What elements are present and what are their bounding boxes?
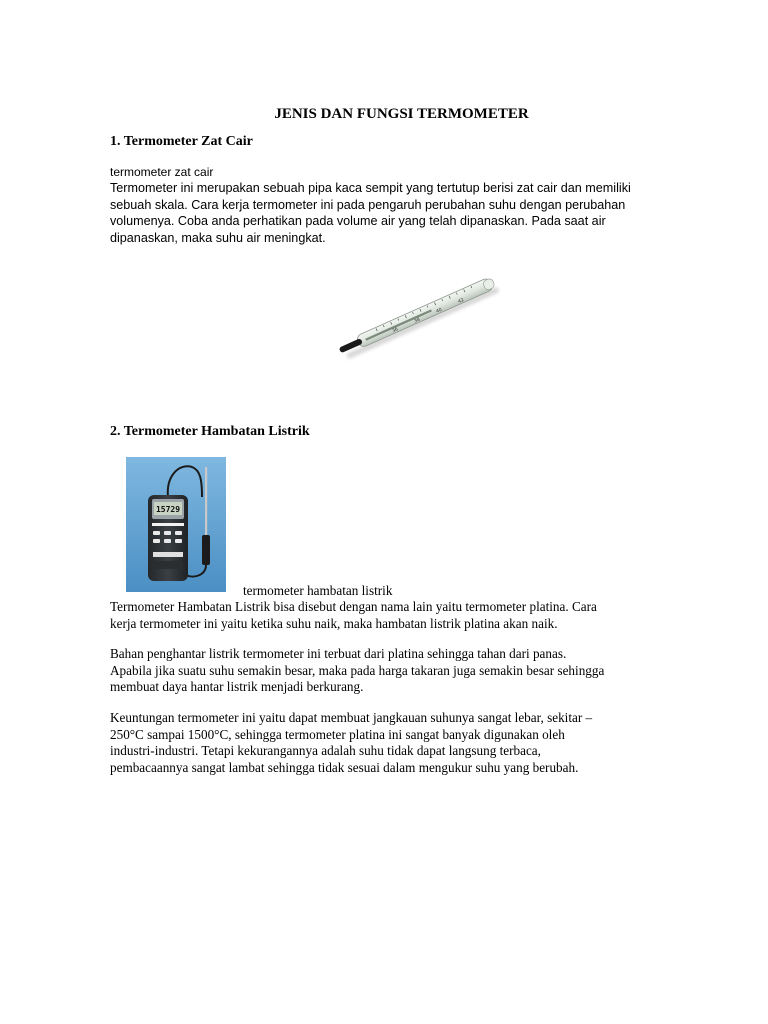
section-1-caption: termometer zat cair [110, 165, 214, 179]
paragraph-line: Termometer Hambatan Listrik bisa disebut dengan nama lain yaitu termometer platina. Cara [110, 599, 597, 614]
section-2-caption: termometer hambatan listrik [243, 583, 393, 598]
scale-label: 42 [457, 297, 465, 305]
scale-label: 40 [435, 307, 443, 315]
paragraph-line: membuat daya hantar listrik menjadi berkurang. [110, 679, 364, 694]
section-2-paragraph-1 [110, 599, 710, 632]
paragraph-line: Keuntungan termometer ini yaitu dapat membuat jangkauan suhunya sangat lebar, sekitar – [110, 710, 593, 725]
paragraph-line: volumenya. Coba anda perhatikan pada volume air yang telah dipanaskan. Pada saat air [110, 214, 606, 228]
scale-label: 38 [413, 317, 422, 325]
resistance-thermometer-image [126, 457, 226, 592]
paragraph-line: Apabila jika suatu suhu semakin besar, maka pada harga takaran juga semakin besar sehingga [110, 662, 605, 678]
paragraph-line: industri-industri. Tetapi kekurangannya adalah suhu tidak dapat langsung terbaca, [110, 743, 541, 758]
paragraph-line: kerja termometer ini yaitu ketika suhu naik, maka hambatan listrik platina akan naik. [110, 615, 558, 631]
paragraph-line: dipanaskan, maka suhu air meningkat. [110, 230, 326, 245]
scale-label: 36 [391, 327, 400, 335]
section-1-paragraph [110, 180, 710, 246]
section-1-heading: 1. Termometer Zat Cair [110, 134, 253, 149]
document-title: JENIS DAN FUNGSI TERMOMETER [274, 106, 529, 122]
paragraph-line: sebuah skala. Cara kerja termometer ini pada pengaruh perubahan suhu dengan perubahan [110, 197, 626, 212]
section-2-heading: 2. Termometer Hambatan Listrik [110, 424, 310, 439]
device-display-readout: 15729 [155, 505, 181, 514]
section-2-paragraph-2 [110, 646, 710, 696]
paragraph-line: 250°C sampai 1500°C, sehingga termometer platina ini sangat banyak digunakan oleh [110, 726, 565, 742]
liquid-thermometer-image [330, 257, 502, 372]
paragraph-line: pembacaannya sangat lambat sehingga tidak sesuai dalam mengukur suhu yang berubah. [110, 759, 579, 775]
section-2-paragraph-3 [110, 710, 710, 776]
paragraph-line: Termometer ini merupakan sebuah pipa kaca sempit yang tertutup berisi zat cair dan memiliki [110, 181, 631, 195]
paragraph-line: Bahan penghantar listrik termometer ini terbuat dari platina sehingga tahan dari panas. [110, 646, 567, 661]
